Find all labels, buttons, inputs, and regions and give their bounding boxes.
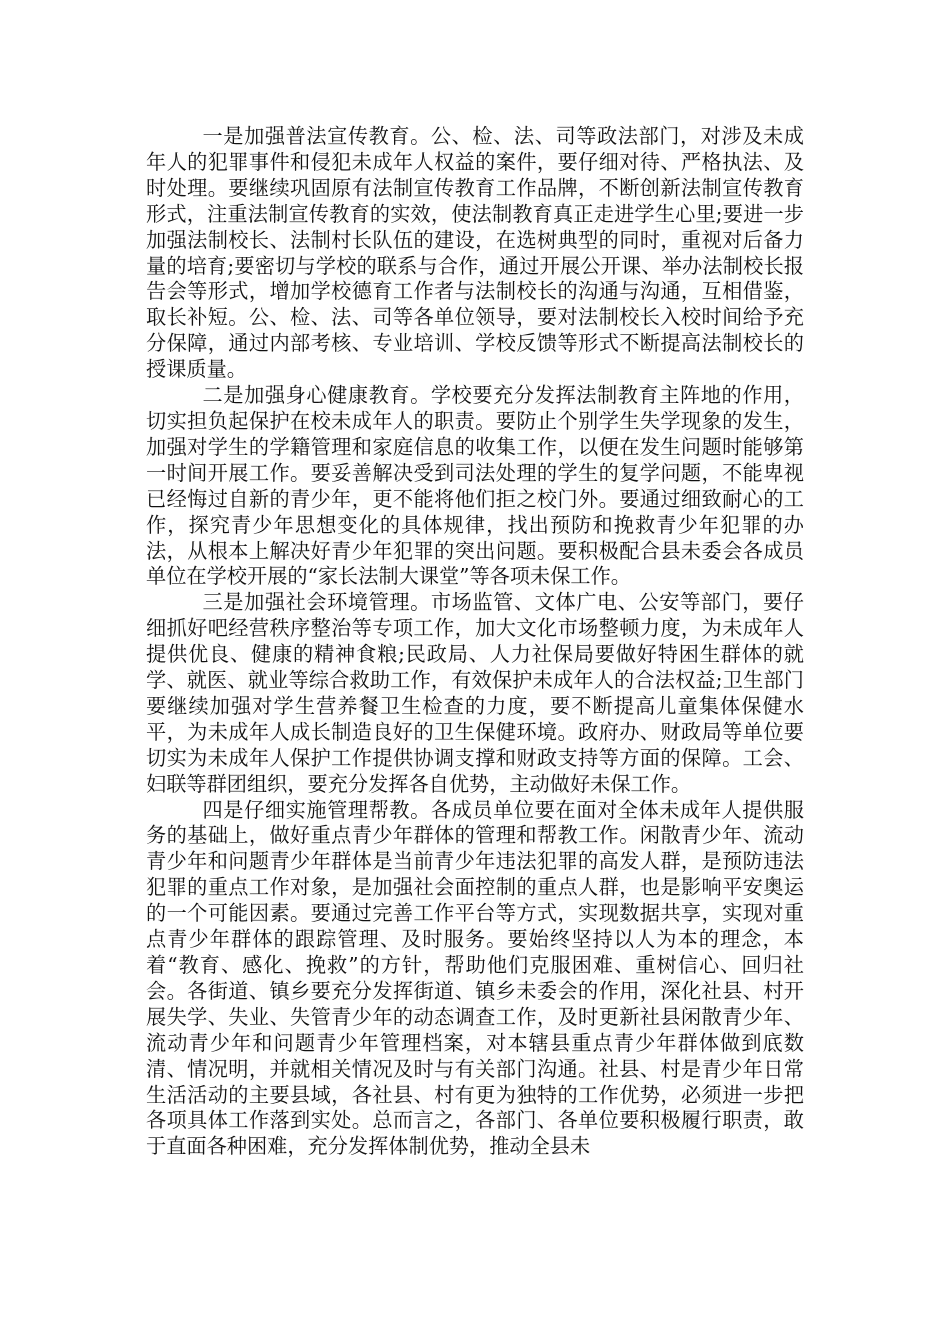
document-page: [146, 124, 804, 1160]
paragraph-management-assistance: 四是仔细实施管理帮教。各成员单位要在面对全体未成年人提供服务的基础上，做好重点青少年群体的管理和帮教工作。闲散青少年、流动青少年和问题青少年群体是当前青少年违法犯罪的高发人群，是预防违法犯罪的重点工作对象，是加强社会面控制的重点人群，也是影响平安奥运的一个可能因素。要通过完善工作平台等方式，实现数据共享，实现对重点青少年群体的跟踪管理、及时服务。要始终坚持以人为本的理念，本着“教育、感化、挽救”的方针，帮助他们克服困难、重树信心、回归社会。各街道、镇乡要充分发挥街道、镇乡未委会的作用，深化社县、村开展失学、失业、失管青少年的动态调查工作，及时更新社县闲散青少年、流动青少年和问题青少年管理档案，对本辖县重点青少年群体做到底数清、情况明，并就相关情况及时与有关部门沟通。社县、村是青少年日常生活活动的主要县域，各社县、村有更为独特的工作优势，必须进一步把各项具体工作落到实处。总而言之，各部门、各单位要积极履行职责，敢于直面各种困难，充分发挥体制优势，推动全县未: [146, 797, 804, 1159]
paragraph-health-education: 二是加强身心健康教育。学校要充分发挥法制教育主阵地的作用，切实担负起保护在校未成年人的职责。要防止个别学生失学现象的发生，加强对学生的学籍管理和家庭信息的收集工作，以便在发生问题时能够第一时间开展工作。要妥善解决受到司法处理的学生的复学问题，不能卑视已经悔过自新的青少年，更不能将他们拒之校门外。要通过细致耐心的工作，探究青少年思想变化的具体规律，找出预防和挽救青少年犯罪的办法，从根本上解决好青少年犯罪的突出问题。要积极配合县未委会各成员单位在学校开展的“家长法制大课堂”等各项未保工作。: [146, 383, 804, 589]
paragraph-social-environment: 三是加强社会环境管理。市场监管、文体广电、公安等部门，要仔细抓好吧经营秩序整治等专项工作，加大文化市场整顿力度，为未成年人提供优良、健康的精神食粮;民政局、人力社保局要做好特困生群体的就学、就医、就业等综合救助工作，有效保护未成年人的合法权益;卫生部门要继续加强对学生营养餐卫生检查的力度，要不断提高儿童集体保健水平，为未成年人成长制造良好的卫生保健环境。政府办、财政局等单位要切实为未成年人保护工作提供协调支撑和财政支持等方面的保障。工会、妇联等群团组织，要充分发挥各自优势，主动做好未保工作。: [146, 590, 804, 796]
paragraph-legal-education: 一是加强普法宣传教育。公、检、法、司等政法部门，对涉及未成年人的犯罪事件和侵犯未成年人权益的案件，要仔细对待、严格执法、及时处理。要继续巩固原有法制宣传教育工作品牌，不断创新法制宣传教育形式，注重法制宣传教育的实效，使法制教育真正走进学生心里;要进一步加强法制校长、法制村长队伍的建设，在选树典型的同时，重视对后备力量的培育;要密切与学校的联系与合作，通过开展公开课、举办法制校长报告会等形式，增加学校德育工作者与法制校长的沟通与沟通，互相借鉴，取长补短。公、检、法、司等各单位领导，要对法制校长入校时间给予充分保障，通过内部考核、专业培训、学校反馈等形式不断提高法制校长的授课质量。: [146, 124, 804, 382]
